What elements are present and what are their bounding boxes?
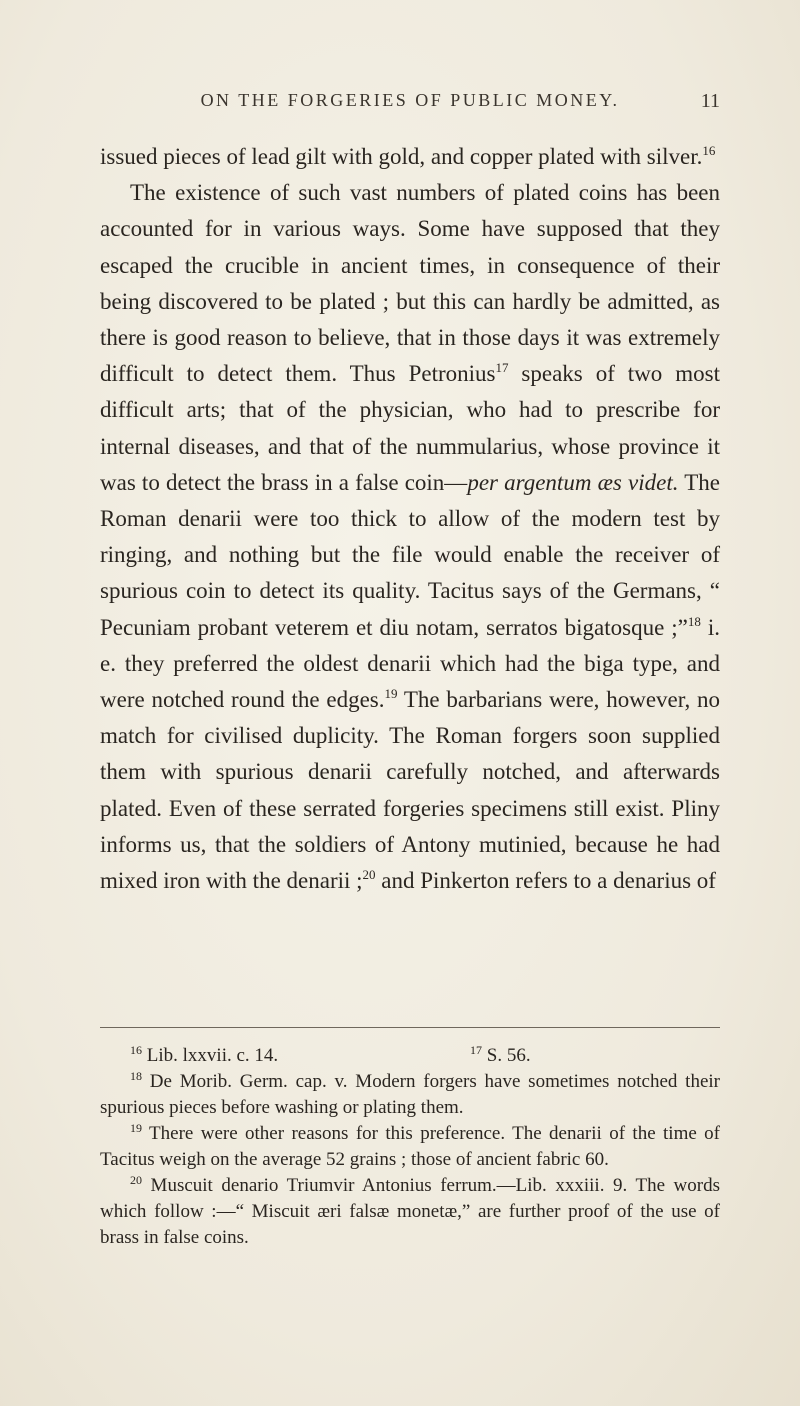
footnote-20-number: 20 (130, 1173, 142, 1187)
footnote-ref-16: 16 (702, 143, 716, 158)
footnote-ref-17: 17 (495, 360, 509, 376)
footnote-19-text: There were other reasons for this preference. The denarii of the time of Tacitus weigh on the average 52 grains ; those of ancient fabric 60. (100, 1123, 720, 1170)
paragraph-2-part-d: i. e. they preferred the oldest denarii which had the biga type, and were notched round the edges. (100, 614, 720, 713)
footnote-19 (100, 1121, 720, 1173)
paragraph-2-part-a: The existence of such vast numbers of plated coins has been accounted for in various ways. Some have supposed that they escaped the crucible in ancient times, in consequence of their being discovered to be plated ; but this can hardly be admitted, as there is good reason to believe, that in those days it was extremely difficult to detect them. Thus Petronius (100, 180, 720, 387)
footnote-19-number: 19 (130, 1121, 142, 1135)
paragraph-2-part-c: The Roman denarii were too thick to allow of the modern test by ringing, and nothing but the file would enable the receiver of spurious coin to detect its quality. Tacitus says of the Germans, “ Pecuniam probant veterem et diu notam, serratos bigatosque ;” (100, 469, 720, 640)
footnote-18-number: 18 (130, 1069, 142, 1083)
footnote-17 (470, 1043, 531, 1069)
footnote-ref-19: 19 (384, 686, 398, 702)
footnotes-16-17 (100, 1043, 720, 1069)
main-text (100, 139, 720, 899)
paragraph-2 (100, 175, 720, 899)
footnote-17-text: S. 56. (482, 1045, 531, 1066)
footnote-20-text: Muscuit denario Triumvir Antonius ferrum.—Lib. xxxiii. 9. The words which follow :—“ Miscuit æri falsæ monetæ,” are further proof of the use of brass in false coins. (100, 1175, 720, 1248)
page-number: 11 (700, 90, 720, 112)
paragraph-2-part-f: and Pinkerton refers to a denarius of (375, 868, 716, 894)
paragraph-2-part-e: The barbarians were, however, no match for civilised duplicity. The Roman forgers soon supplied them with spurious denarii carefully notched, and afterwards plated. Even of these serrated forgeries specimens still exist. Pliny informs us, that the soldiers of Antony mutinied, because he had mixed iron with the denarii ; (100, 687, 721, 894)
footnote-16 (130, 1043, 470, 1069)
footnote-20 (100, 1173, 720, 1251)
footnote-18 (100, 1069, 720, 1121)
paragraph-1 (100, 139, 720, 175)
footnote-divider (100, 1027, 720, 1028)
paragraph-1-text: issued pieces of lead gilt with gold, and copper plated with silver. (100, 144, 703, 169)
page-header (100, 90, 720, 120)
running-head: ON THE FORGERIES OF PUBLIC MONEY. (200, 90, 620, 110)
footnote-16-text: Lib. lxxvii. c. 14. (142, 1045, 279, 1066)
footnotes (100, 1043, 720, 1251)
footnote-ref-20: 20 (362, 867, 376, 883)
footnote-18-text: De Morib. Germ. cap. v. Modern forgers have sometimes notched their spurious pieces before washing or plating them. (100, 1071, 720, 1118)
footnote-17-number: 17 (470, 1043, 482, 1057)
latin-quote-italic: per argentum æs videt. (467, 469, 679, 495)
paragraph-2-part-b: speaks of two most difficult arts; that of the physician, who had to prescribe for internal diseases, and that of the nummularius, whose province it was to detect the brass in a false coin— (100, 361, 720, 495)
footnote-16-number: 16 (130, 1043, 142, 1057)
footnote-ref-18: 18 (687, 613, 701, 629)
